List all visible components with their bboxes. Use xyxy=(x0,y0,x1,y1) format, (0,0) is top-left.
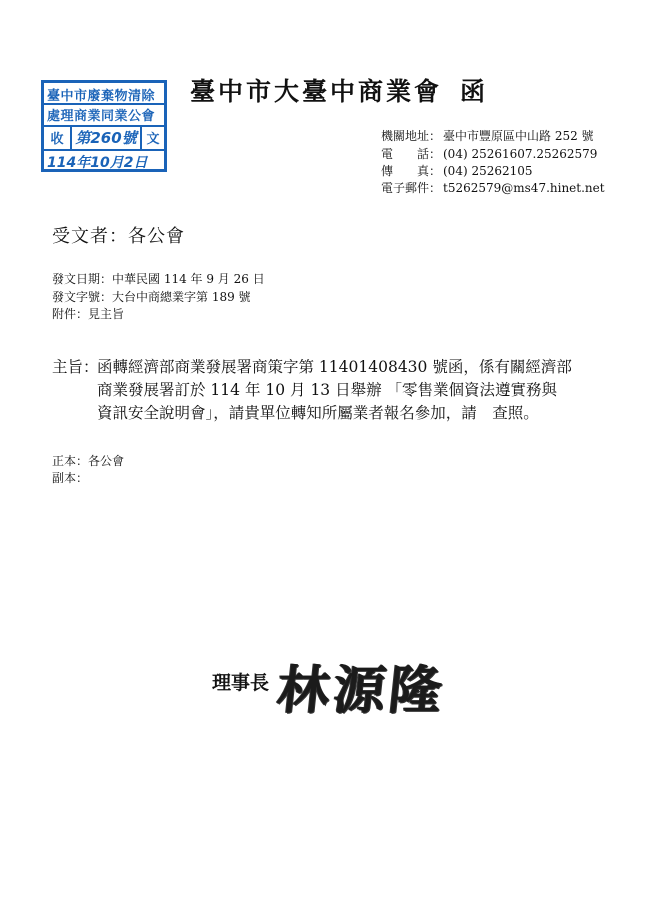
recipient: 受文者：各公會 xyxy=(52,226,185,247)
stamp-doc-label: 文 xyxy=(140,125,164,149)
cc-recipients: 副本： xyxy=(52,471,89,485)
address-label: 機關地址： xyxy=(381,129,442,143)
doc-type: 函 xyxy=(460,77,489,106)
receipt-stamp xyxy=(41,80,167,172)
stamp-number: 第260號 xyxy=(75,128,137,147)
subject-line-1: 函轉經濟部商業發展署商策字第 11401408430 號函，係有關經濟部 xyxy=(97,358,572,376)
contact-email xyxy=(381,180,605,196)
stamp-received-label: 收 xyxy=(44,125,72,149)
page-title xyxy=(190,72,488,108)
subject-line-2: 商業發展署訂於 114 年 10 月 13 日舉辦 「零售業個資法遵實務與 xyxy=(97,381,558,399)
email-label: 電子郵件： xyxy=(381,181,442,195)
subject-line-3: 資訊安全說明會」，請貴單位轉知所屬業者報名參加，請 查照。 xyxy=(97,404,539,422)
issue-number: 發文字號：大台中商總業字第 189 號 xyxy=(52,290,251,304)
stamp-association-line2: 處理商業同業公會 xyxy=(47,109,156,124)
stamp-date: 114年10月2日 xyxy=(47,155,148,171)
chairman-signature: 林源隆 xyxy=(274,660,449,721)
contact-fax xyxy=(381,163,533,179)
attachment: 附件：見主旨 xyxy=(52,307,125,321)
address-value: 臺中市豐原區中山路 252 號 xyxy=(443,129,594,143)
phone-value: (04) 25261607.25262579 xyxy=(443,147,598,161)
issue-date: 發文日期：中華民國 114 年 9 月 26 日 xyxy=(52,272,265,286)
contact-address xyxy=(381,128,594,144)
contact-phone xyxy=(381,146,597,162)
subject-body xyxy=(97,356,647,425)
fax-label: 傳 真： xyxy=(381,164,442,178)
email-value: t5262579@ms47.hinet.net xyxy=(443,181,605,195)
subject-label: 主旨： xyxy=(52,358,99,376)
org-name: 臺中市大臺中商業會 xyxy=(190,77,443,106)
phone-label: 電 話： xyxy=(381,147,442,161)
fax-value: (04) 25262105 xyxy=(443,164,533,178)
stamp-association-line1: 臺中市廢棄物清除 xyxy=(47,89,156,104)
chairman-title: 理事長 xyxy=(212,672,270,694)
original-recipients: 正本：各公會 xyxy=(52,454,125,468)
